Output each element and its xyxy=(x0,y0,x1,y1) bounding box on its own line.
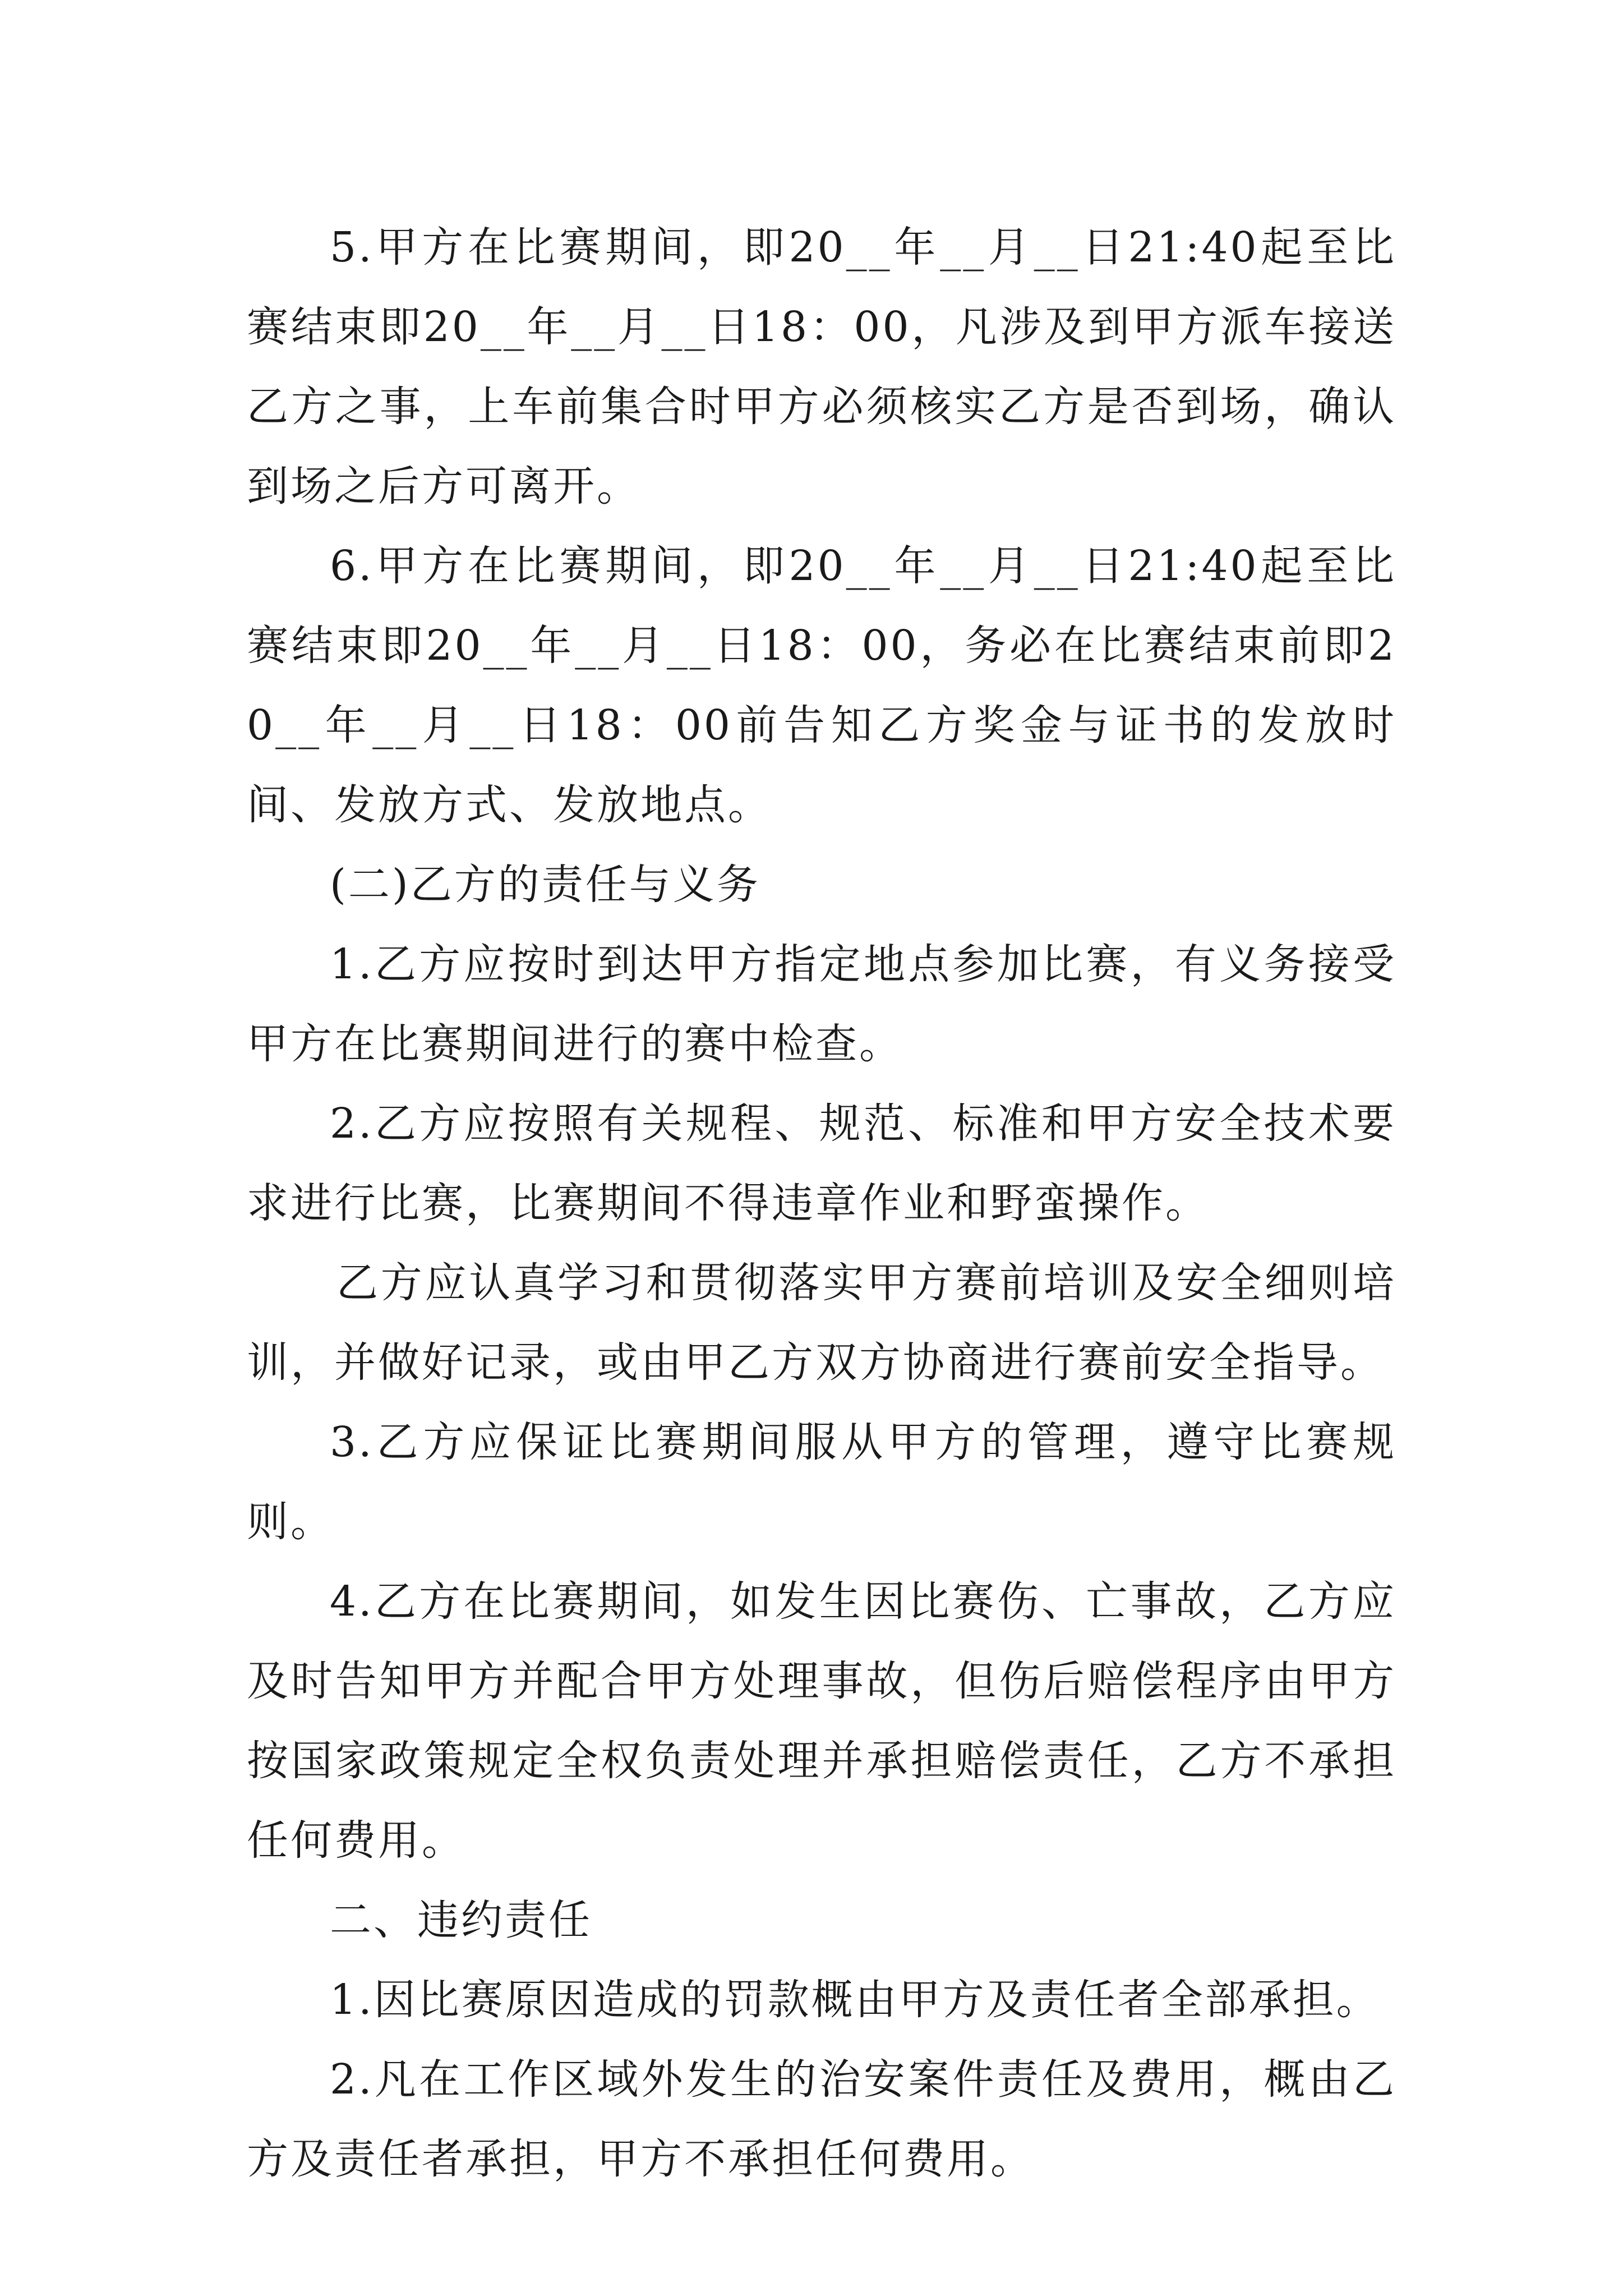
clause-c1: 1.因比赛原因造成的罚款概由甲方及责任者全部承担。 xyxy=(330,1976,1380,2024)
section-heading-party-b: (二)乙方的责任与义务 xyxy=(330,861,760,909)
section-heading-breach: 二、违约责任 xyxy=(330,1896,592,1944)
clause-c2: 2.凡在工作区域外发生的治安案件责任及费用，概由乙方及责任者承担，甲方不承担任何费用。 xyxy=(247,2055,1396,2183)
document-body xyxy=(247,208,1396,2199)
clause-a5: 5.甲方在比赛期间，即20__年__月__日21:40起至比赛结束即20__年__月__日18：00，凡涉及到甲方派车接送乙方之事，上车前集合时甲方必须核实乙方是否到场，确认到场之后方可离开。 xyxy=(247,223,1396,510)
clause-b2: 2.乙方应按照有关规程、规范、标准和甲方安全技术要求进行比赛，比赛期间不得违章作业和野蛮操作。 xyxy=(247,1099,1396,1227)
clause-b1: 1.乙方应按时到达甲方指定地点参加比赛，有义务接受甲方在比赛期间进行的赛中检查。 xyxy=(247,940,1396,1068)
clause-b3: 3.乙方应保证比赛期间服从甲方的管理，遵守比赛规则。 xyxy=(247,1418,1396,1546)
clause-a6: 6.甲方在比赛期间，即20__年__月__日21:40起至比赛结束即20__年__月__日18：00，务必在比赛结束前即20__年__月__日18：00前告知乙方奖金与证书的发放时间、发放方式、发放地点。 xyxy=(247,542,1396,829)
clause-b4: 4.乙方在比赛期间，如发生因比赛伤、亡事故，乙方应及时告知甲方并配合甲方处理事故，但伤后赔偿程序由甲方按国家政策规定全权负责处理并承担赔偿责任，乙方不承担任何费用。 xyxy=(247,1577,1396,1865)
clause-b2-continued: 乙方应认真学习和贯彻落实甲方赛前培训及安全细则培训，并做好记录，或由甲乙方双方协商进行赛前安全指导。 xyxy=(247,1259,1396,1387)
